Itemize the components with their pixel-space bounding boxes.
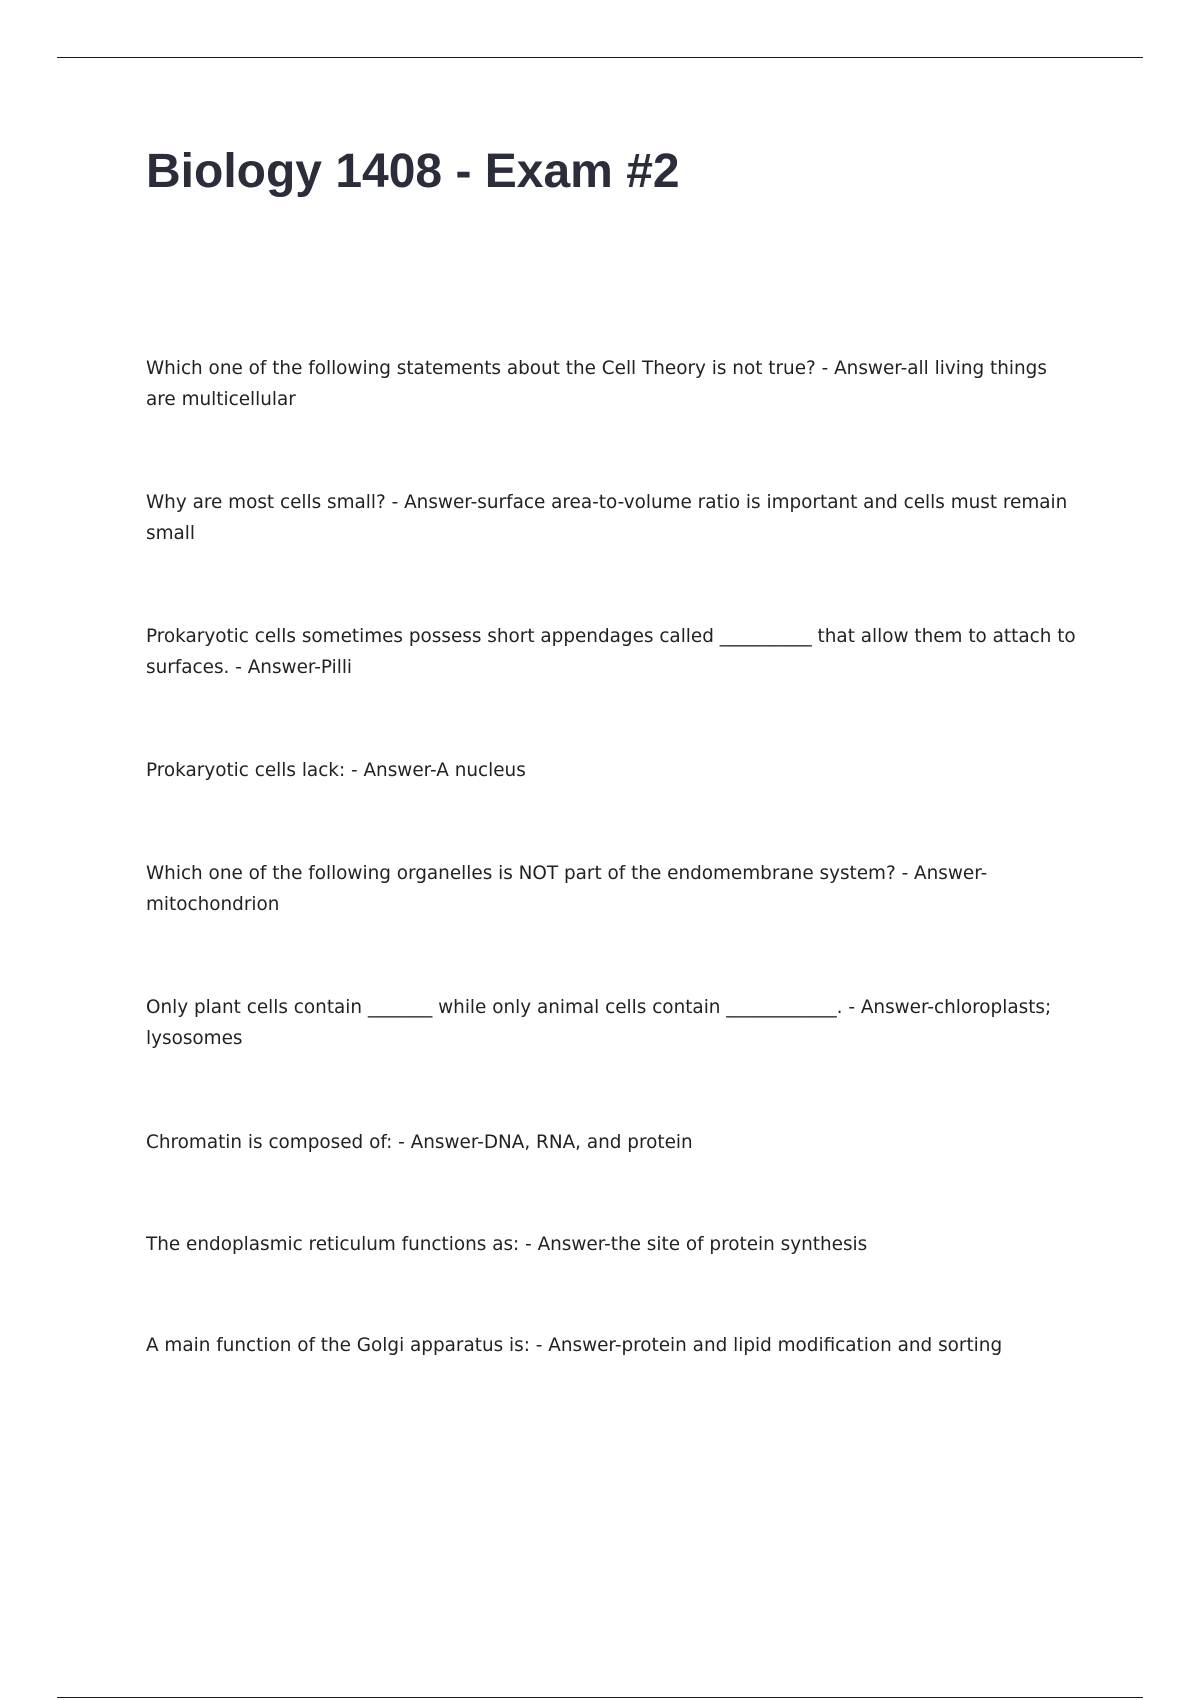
question-answer-4: Prokaryotic cells lack: - Answer-A nucleus [146,760,526,781]
question-answer-5: Which one of the following organelles is NOT part of the endomembrane system? - Answer-mitochondrion [146,863,988,915]
top-rule [57,57,1143,58]
question-answer-3: Prokaryotic cells sometimes possess short appendages called __________ that allow them to attach to surfaces. - Answer-Pilli [146,626,1076,678]
bottom-rule [57,1697,1143,1698]
question-answer-9: A main function of the Golgi apparatus is: - Answer-protein and lipid modification and sorting [146,1335,1003,1356]
question-answer-6: Only plant cells contain _______ while only animal cells contain ____________. - Answer-chloroplasts; lysosomes [146,997,1052,1049]
question-answer-7: Chromatin is composed of: - Answer-DNA, RNA, and protein [146,1132,693,1153]
question-answer-8: The endoplasmic reticulum functions as: - Answer-the site of protein synthesis [146,1234,868,1255]
question-answer-1: Which one of the following statements about the Cell Theory is not true? - Answer-all living things are multicellular [146,358,1047,410]
page-title: Biology 1408 - Exam #2 [146,145,680,198]
question-answer-2: Why are most cells small? - Answer-surface area-to-volume ratio is important and cells must remain small [146,492,1068,544]
